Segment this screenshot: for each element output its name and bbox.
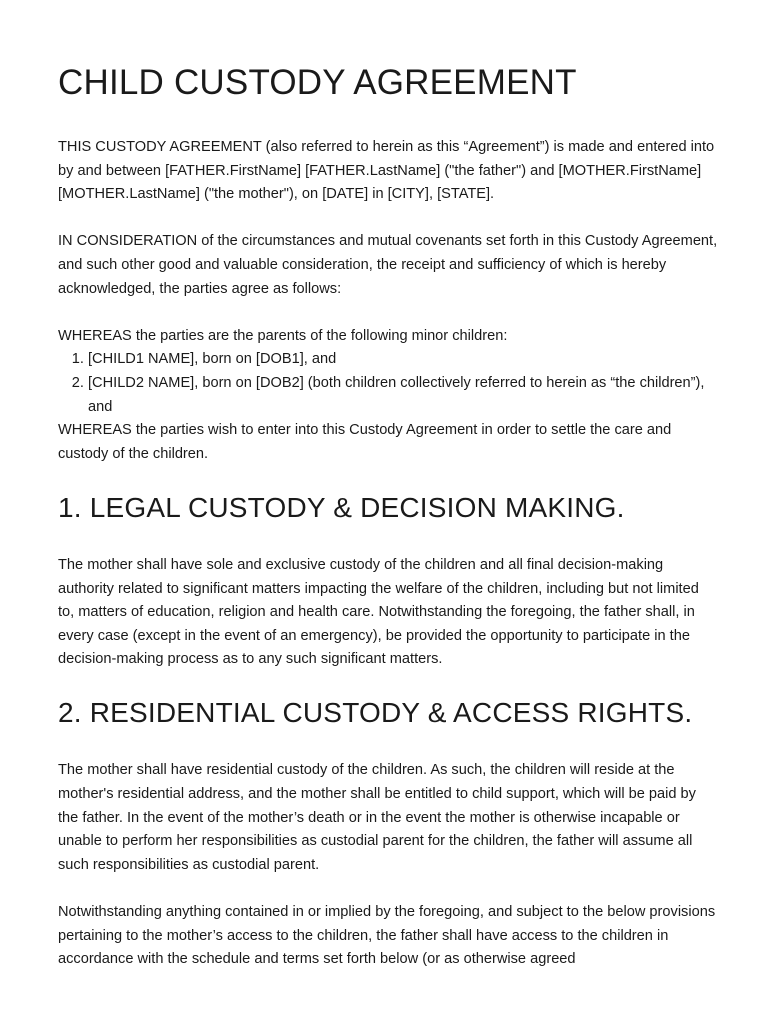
access-rights-paragraph: Notwithstanding anything contained in or implied by the foregoing, and subject to the below provisions pertaining to the mother’s access to the children, the father shall have access to the children in accordance with the schedule and terms set forth below (or as otherwise agreed xyxy=(58,904,716,968)
children-list xyxy=(58,348,718,419)
section-heading-residential-custody: 2. RESIDENTIAL CUSTODY & ACCESS RIGHTS. xyxy=(58,697,693,729)
legal-custody-paragraph: The mother shall have sole and exclusive custody of the children and all final decision-making authority related to significant matters impacting the welfare of the children, including but not limited to, matters of education, religion and health care. Notwithstanding the foregoing, the father shall, in every case (except in the event of an emergency), be provided the opportunity to participate in the decision-making process as to any such significant matters. xyxy=(58,556,699,668)
list-item: 1. [CHILD1 NAME], born on [DOB1], and xyxy=(88,348,718,372)
whereas-parents-paragraph: WHEREAS the parties are the parents of the following minor children: xyxy=(58,327,508,344)
list-item: 2. [CHILD2 NAME], born on [DOB2] (both children collectively referred to herein as “the children”), and xyxy=(88,372,718,419)
document-page xyxy=(58,60,718,995)
whereas-agreement-paragraph: WHEREAS the parties wish to enter into this Custody Agreement in order to settle the care and custody of the children. xyxy=(58,422,672,462)
consideration-paragraph: IN CONSIDERATION of the circumstances and mutual covenants set forth in this Custody Agreement, and such other good and valuable consideration, the receipt and sufficiency of which is hereby acknowledged, the parties agree as follows: xyxy=(58,233,718,297)
intro-paragraph: THIS CUSTODY AGREEMENT (also referred to herein as this “Agreement”) is made and entered into by and between [FATHER.FirstName] [FATHER.LastName] ("the father") and [MOTHER.FirstName] [MOTHER.LastName] ("the mother"), on [DATE] in [CITY], [STATE]. xyxy=(58,139,715,203)
residential-custody-paragraph: The mother shall have residential custody of the children. As such, the children will reside at the mother's residential address, and the mother shall be entitled to child support, which will be paid by the father. In the event of the mother’s death or in the event the mother is otherwise incapable or unable to perform her responsibilities as custodial parent for the children, the father will assume all such responsibilities as custodial parent. xyxy=(58,762,696,873)
section-heading-legal-custody: 1. LEGAL CUSTODY & DECISION MAKING. xyxy=(58,491,625,523)
document-title: CHILD CUSTODY AGREEMENT xyxy=(58,63,577,102)
